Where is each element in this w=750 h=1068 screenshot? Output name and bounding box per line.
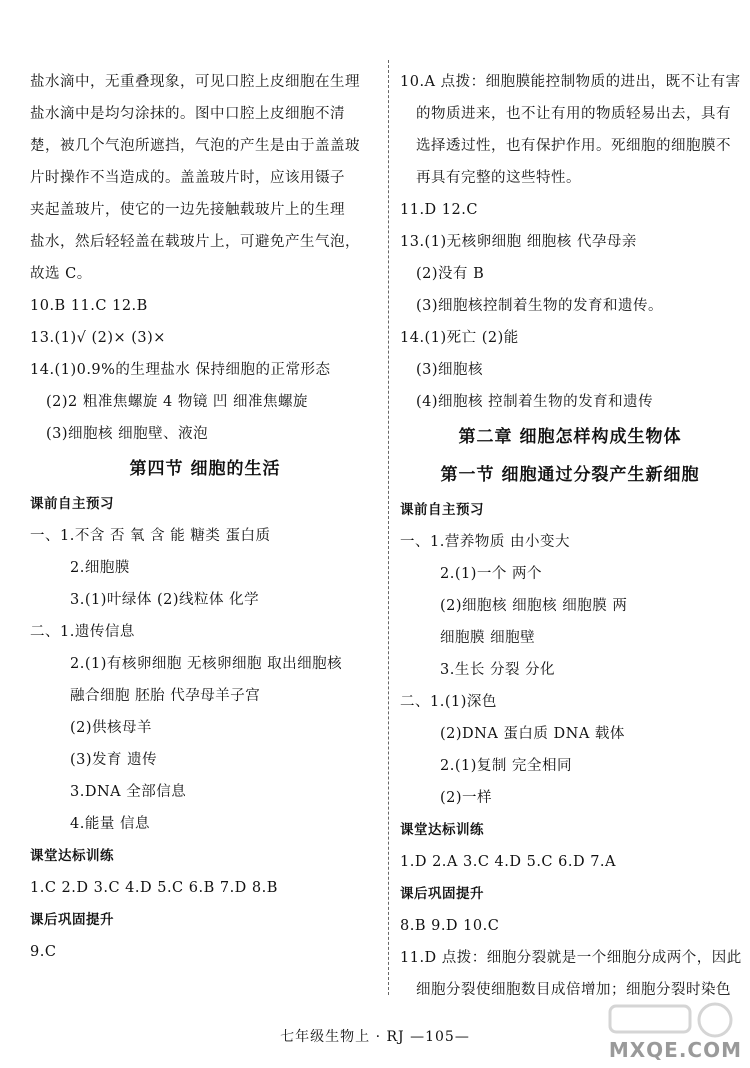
right-column [400, 66, 740, 1006]
answer-line: 选择透过性，也有保护作用。死细胞的细胞膜不 [416, 138, 731, 154]
section-heading: 第二章 细胞怎样构成生物体 [458, 427, 682, 447]
answer-line: 10.A 点拨：细胞膜能控制物质的进出，既不让有害 [400, 74, 741, 90]
answer-line: 二、1.遗传信息 [30, 624, 135, 640]
answer-line: 1.C 2.D 3.C 4.D 5.C 6.B 7.D 8.B [30, 880, 278, 896]
answer-line: 一、1.不含 否 氧 含 能 糖类 蛋白质 [30, 528, 271, 544]
answer-line: (3)细胞核 细胞壁、液泡 [46, 426, 209, 442]
answer-line: (3)细胞核 [416, 362, 484, 378]
answer-line: 11.D 点拨：细胞分裂就是一个细胞分成两个，因此 [400, 950, 742, 966]
answer-line: 14.(1)0.9%的生理盐水 保持细胞的正常形态 [30, 362, 331, 378]
answer-line: 13.(1)无核卵细胞 细胞核 代孕母亲 [400, 234, 637, 250]
page-footer: 七年级生物上 · RJ —105— [280, 1029, 470, 1045]
answer-line: 再具有完整的这些特性。 [416, 170, 581, 186]
answer-line: 2.细胞膜 [70, 560, 130, 576]
answer-line: 3.生长 分裂 分化 [440, 662, 556, 678]
answer-line: (3)发育 遗传 [70, 752, 158, 768]
answer-line: 8.B 9.D 10.C [400, 918, 500, 934]
answer-line: (2)细胞核 细胞核 细胞膜 两 [440, 598, 628, 614]
section-heading: 第一节 细胞通过分裂产生新细胞 [440, 465, 700, 485]
answer-line: 2.(1)有核卵细胞 无核卵细胞 取出细胞核 [70, 656, 343, 672]
subsection-title: 课后巩固提升 [30, 912, 114, 928]
answer-line: 夹起盖玻片，使它的一边先接触载玻片上的生理 [30, 202, 345, 218]
answer-line: 2.(1)复制 完全相同 [440, 758, 572, 774]
answer-line: (2)2 粗准焦螺旋 4 物镜 凹 细准焦螺旋 [46, 394, 309, 410]
answer-line: (3)细胞核控制着生物的发育和遗传。 [416, 298, 664, 314]
answer-line: 一、1.营养物质 由小变大 [400, 534, 570, 550]
subsection-title: 课后巩固提升 [400, 886, 484, 902]
answer-line: 盐水滴中，无重叠现象，可见口腔上皮细胞在生理 [30, 74, 360, 90]
answer-line: 3.(1)叶绿体 (2)线粒体 化学 [70, 592, 260, 608]
answer-line: 细胞膜 细胞壁 [440, 630, 536, 646]
watermark-text: MXQE.COM [608, 1038, 742, 1062]
answer-line: 故选 C。 [30, 266, 92, 282]
answer-line: 细胞分裂使细胞数目成倍增加；细胞分裂时染色 [416, 982, 731, 998]
answer-line: 融合细胞 胚胎 代孕母羊子宫 [70, 688, 261, 704]
section-heading: 第四节 细胞的生活 [129, 459, 281, 479]
column-divider [388, 60, 390, 995]
answer-line: 盐水，然后轻轻盖在载玻片上，可避免产生气泡， [30, 234, 360, 250]
answer-line: 1.D 2.A 3.C 4.D 5.C 6.D 7.A [400, 854, 617, 870]
answer-line: 3.DNA 全部信息 [70, 784, 187, 800]
left-column [30, 66, 380, 968]
answer-line: 的物质进来，也不让有用的物质轻易出去，具有 [416, 106, 731, 122]
answer-line: 盐水滴中是均匀涂抹的。图中口腔上皮细胞不清 [30, 106, 345, 122]
subsection-title: 课前自主预习 [30, 496, 114, 512]
answer-line: (2)一样 [440, 790, 493, 806]
answer-line: (2)没有 B [416, 266, 485, 282]
answer-line: 2.(1)一个 两个 [440, 566, 542, 582]
answer-line: 13.(1)√ (2)× (3)× [30, 330, 166, 346]
answer-line: (4)细胞核 控制着生物的发育和遗传 [416, 394, 654, 410]
answer-line: 14.(1)死亡 (2)能 [400, 330, 519, 346]
answer-line: 9.C [30, 944, 57, 960]
subsection-title: 课堂达标训练 [400, 822, 484, 838]
answer-line: 4.能量 信息 [70, 816, 150, 832]
answer-line: 片时操作不当造成的。盖盖玻片时，应该用镊子 [30, 170, 345, 186]
answer-line: 11.D 12.C [400, 202, 478, 218]
answer-line: 10.B 11.C 12.B [30, 298, 148, 314]
subsection-title: 课前自主预习 [400, 502, 484, 518]
answer-line: (2)供核母羊 [70, 720, 153, 736]
answer-line: 楚，被几个气泡所遮挡，气泡的产生是由于盖盖玻 [30, 138, 360, 154]
subsection-title: 课堂达标训练 [30, 848, 114, 864]
answer-line: 二、1.(1)深色 [400, 694, 497, 710]
answer-line: (2)DNA 蛋白质 DNA 载体 [440, 726, 625, 742]
